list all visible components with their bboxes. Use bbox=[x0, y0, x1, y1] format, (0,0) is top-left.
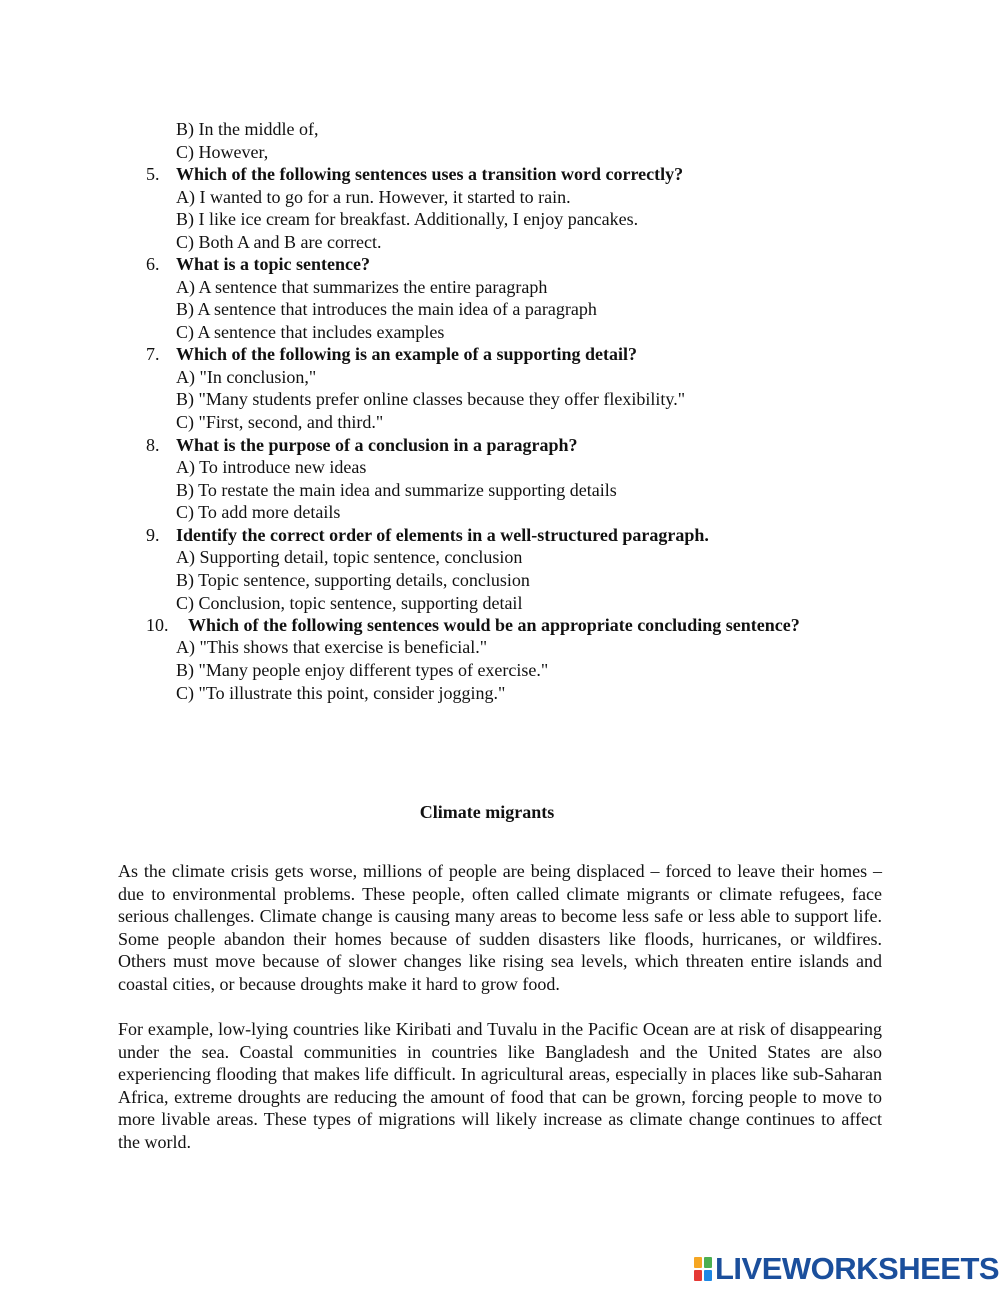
option-b: B) "Many people enjoy different types of exercise." bbox=[176, 660, 549, 680]
question-number: 8. bbox=[146, 435, 160, 455]
article-paragraph: As the climate crisis gets worse, millions of people are being displaced – forced to leave their homes – due to environmental problems. These people, often called climate migrants or climate refugees, face serious challenges. Climate change is causing many areas to become less safe or less able to support life. Some people abandon their homes because of sudden disasters like floods, hurricanes, or wildfires. Others must move because of slower changes like rising sea levels, which threaten entire islands and coastal cities, or because droughts make it hard to grow food. bbox=[118, 861, 882, 994]
option-c: C) A sentence that includes examples bbox=[176, 322, 445, 342]
option-a: A) A sentence that summarizes the entire paragraph bbox=[176, 277, 548, 297]
option-c: C) To add more details bbox=[176, 502, 341, 522]
logo-square-icon bbox=[704, 1270, 712, 1281]
option-c: C) Both A and B are correct. bbox=[176, 232, 382, 252]
question-text: Which of the following sentences would be an appropriate concluding sentence? bbox=[188, 615, 800, 635]
option-b: B) Topic sentence, supporting details, conclusion bbox=[176, 570, 530, 590]
question-number: 7. bbox=[146, 344, 160, 364]
option-a: A) I wanted to go for a run. However, it started to rain. bbox=[176, 187, 571, 207]
option-b: B) A sentence that introduces the main idea of a paragraph bbox=[176, 299, 597, 319]
option-b: B) "Many students prefer online classes because they offer flexibility." bbox=[176, 389, 686, 409]
option-b: B) To restate the main idea and summarize supporting details bbox=[176, 480, 617, 500]
article-paragraph: For example, low-lying countries like Kiribati and Tuvalu in the Pacific Ocean are at risk of disappearing under the sea. Coastal communities in countries like Bangladesh and the United States are also experiencing flooding that makes life difficult. In agricultural areas, especially in places like sub-Saharan Africa, extreme droughts are reducing the amount of food that can be grown, forcing people to move to more livable areas. These types of migrations will likely increase as climate change continues to affect the world. bbox=[118, 1019, 882, 1152]
logo-square-icon bbox=[704, 1257, 712, 1268]
option-a: A) To introduce new ideas bbox=[176, 457, 367, 477]
question-text: Identify the correct order of elements in a well-structured paragraph. bbox=[176, 525, 709, 545]
logo-icon bbox=[694, 1257, 712, 1281]
logo-text: LIVEWORKSHEETS bbox=[715, 1251, 1000, 1286]
option-b: B) In the middle of, bbox=[176, 119, 319, 139]
option-c: C) Conclusion, topic sentence, supporting detail bbox=[176, 593, 523, 613]
question-number: 9. bbox=[146, 525, 160, 545]
article-title: Climate migrants bbox=[419, 802, 555, 822]
option-a: A) "This shows that exercise is beneficial." bbox=[176, 637, 488, 657]
question-text: What is a topic sentence? bbox=[176, 254, 370, 274]
question-text: What is the purpose of a conclusion in a paragraph? bbox=[176, 435, 578, 455]
option-a: A) Supporting detail, topic sentence, conclusion bbox=[176, 547, 523, 567]
logo-square-icon bbox=[694, 1257, 702, 1268]
option-c: C) However, bbox=[176, 142, 269, 162]
question-text: Which of the following is an example of a supporting detail? bbox=[176, 344, 638, 364]
option-c: C) "First, second, and third." bbox=[176, 412, 384, 432]
option-c: C) "To illustrate this point, consider jogging." bbox=[176, 683, 506, 703]
question-number: 5. bbox=[146, 164, 160, 184]
liveworksheets-logo bbox=[694, 1251, 1000, 1286]
option-b: B) I like ice cream for breakfast. Additionally, I enjoy pancakes. bbox=[176, 209, 639, 229]
question-number: 10. bbox=[146, 615, 169, 635]
question-text: Which of the following sentences uses a transition word correctly? bbox=[176, 164, 684, 184]
question-number: 6. bbox=[146, 254, 160, 274]
logo-square-icon bbox=[694, 1270, 702, 1281]
option-a: A) "In conclusion," bbox=[176, 367, 317, 387]
